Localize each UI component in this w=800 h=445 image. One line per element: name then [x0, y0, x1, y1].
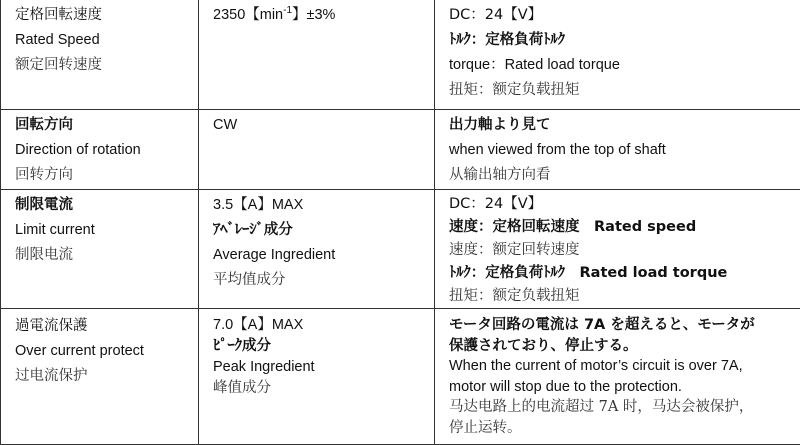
- condition-line: 扭矩：额定负载扭矩: [449, 78, 800, 103]
- param-cell: [1, 110, 199, 190]
- param-en: Over current protect: [15, 339, 190, 364]
- condition-line: 从输出轴方向看: [449, 163, 800, 188]
- condition-cell: [435, 0, 800, 110]
- condition-line: ﾄﾙｸ：定格負荷ﾄﾙｸ: [449, 28, 800, 53]
- value-line: 7.0【A】MAX: [213, 315, 426, 336]
- condition-line: motor will stop due to the protection.: [449, 377, 800, 398]
- param-cell: [1, 309, 199, 445]
- condition-line: When the current of motor’s circuit is over 7A,: [449, 356, 800, 377]
- param-en: Direction of rotation: [15, 138, 190, 163]
- condition-line: 保護されており、停止する。: [449, 336, 800, 357]
- param-jp: 過電流保護: [15, 313, 190, 339]
- param-cell: [1, 190, 199, 309]
- condition-line: 速度：额定回转速度: [449, 239, 800, 262]
- value-cell: [199, 110, 435, 190]
- condition-line: torque：Rated load torque: [449, 53, 800, 78]
- value-line: ﾋﾟｰｸ成分: [213, 336, 426, 357]
- condition-cell: [435, 309, 800, 445]
- condition-line: 速度：定格回転速度 Rated speed: [449, 216, 800, 239]
- condition-cell: [435, 190, 800, 309]
- value-line: ｱﾍﾞﾚｰｼﾞ成分: [213, 218, 426, 243]
- condition-line: 马达电路上的电流超过 7A 时，马达会被保护，: [449, 397, 800, 418]
- value-cell: [199, 0, 435, 110]
- condition-line: 出力軸より見て: [449, 113, 800, 138]
- condition-line: ﾄﾙｸ：定格負荷ﾄﾙｸ Rated load torque: [449, 262, 800, 285]
- condition-line: DC：24【V】: [449, 3, 800, 28]
- value-line: 峰值成分: [213, 378, 426, 399]
- table-row-rated-speed: [1, 0, 800, 110]
- value-line: Peak Ingredient: [213, 357, 426, 378]
- value-text: [213, 3, 426, 28]
- condition-cell: [435, 110, 800, 190]
- value-cell: [199, 309, 435, 445]
- table-row-limit-current: [1, 190, 800, 309]
- value-main: 2350【min: [213, 7, 283, 23]
- value-line: Average Ingredient: [213, 243, 426, 268]
- table-row-over-current: [1, 309, 800, 445]
- condition-line: 停止运转。: [449, 418, 800, 439]
- value-line: 平均值成分: [213, 268, 426, 293]
- condition-line: 扭矩：额定负载扭矩: [449, 285, 800, 308]
- param-jp: 回転方向: [15, 113, 190, 138]
- value-text: CW: [213, 113, 426, 138]
- table-row-direction: [1, 110, 800, 190]
- condition-line: モータ回路の電流は 7A を超えると、モータが: [449, 315, 800, 336]
- param-cn: 过电流保护: [15, 364, 190, 389]
- param-cell: [1, 0, 199, 110]
- value-line: 3.5【A】MAX: [213, 193, 426, 218]
- param-cn: 回转方向: [15, 163, 190, 188]
- condition-line: when viewed from the top of shaft: [449, 138, 800, 163]
- param-en: Rated Speed: [15, 28, 190, 53]
- value-tail: 】±3%: [292, 7, 335, 23]
- value-cell: [199, 190, 435, 309]
- param-jp: 制限電流: [15, 193, 190, 218]
- param-jp: 定格回転速度: [15, 3, 190, 28]
- param-cn: 制限电流: [15, 243, 190, 268]
- value-superscript: -1: [283, 5, 292, 16]
- param-cn: 额定回转速度: [15, 53, 190, 78]
- param-en: Limit current: [15, 218, 190, 243]
- condition-line: DC：24【V】: [449, 193, 800, 216]
